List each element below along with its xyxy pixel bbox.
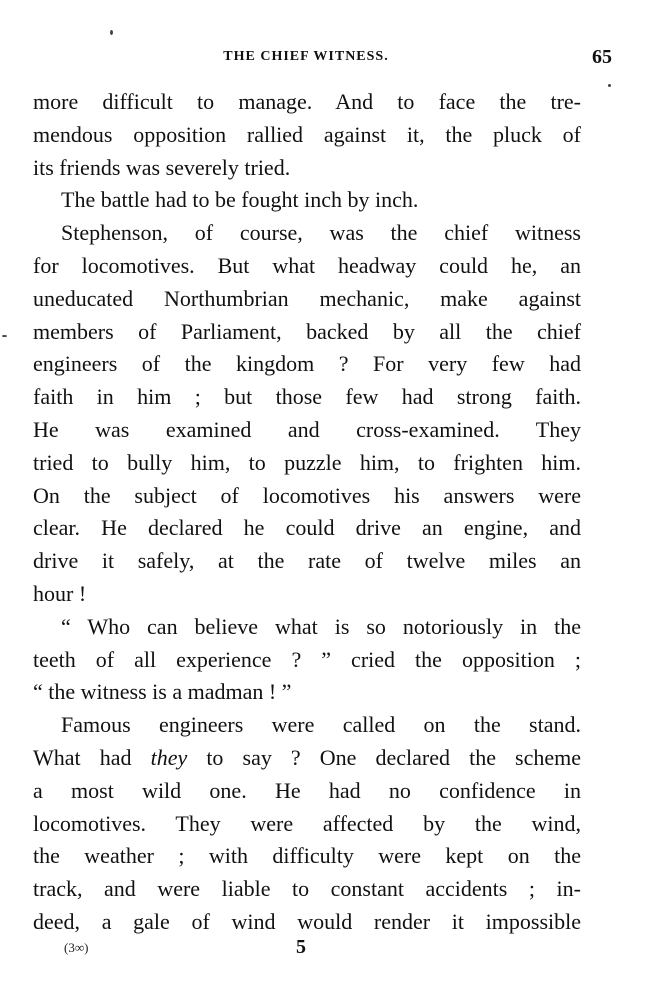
- text-line: faith in him ; but those few had strong faith.: [33, 384, 581, 410]
- text-line: The battle had to be fought inch by inch.: [61, 187, 419, 213]
- print-speck: [608, 84, 611, 87]
- text-line: for locomotives. But what headway could he, an: [33, 252, 581, 278]
- text-line: mendous opposition rallied against it, the pluck of: [33, 121, 581, 147]
- text-line: He was examined and cross-examined. They: [33, 416, 581, 442]
- emphasis-they: they: [150, 744, 188, 770]
- text-line: tried to bully him, to puzzle him, to frighten him.: [33, 449, 581, 475]
- text-line: Stephenson, of course, was the chief witness: [61, 220, 581, 246]
- text-line: members of Parliament, backed by all the chief: [33, 318, 581, 344]
- text-line: its friends was severely tried.: [33, 154, 291, 180]
- text-line: On the subject of locomotives his answers were: [33, 482, 581, 508]
- text-line: uneducated Northumbrian mechanic, make against: [33, 285, 581, 311]
- text-line: deed, a gale of wind would render it impossible: [33, 908, 581, 934]
- text-line: a most wild one. He had no confidence in: [33, 777, 581, 803]
- text-line: What had they to say ? One declared the scheme: [33, 744, 582, 770]
- running-title: THE CHIEF WITNESS.: [223, 49, 389, 64]
- text-line: more difficult to manage. And to face the tre-: [33, 89, 581, 114]
- page-number: 65: [592, 46, 612, 68]
- text-line: “ the witness is a madman ! ”: [33, 679, 292, 705]
- text-line: teeth of all experience ? ” cried the opposition ;: [33, 646, 581, 672]
- print-speck: [2, 335, 7, 337]
- text-line: the weather ; with difficulty were kept on the: [33, 843, 581, 869]
- page-footer: [0, 936, 645, 966]
- body-text: [33, 86, 581, 939]
- text-line: Famous engineers were called on the stand.: [61, 712, 581, 738]
- text-line: locomotives. They were affected by the wind,: [33, 810, 581, 836]
- signature-folio: 5: [296, 936, 306, 958]
- text-line: hour !: [33, 580, 87, 606]
- text-line: “ Who can believe what is so notoriously in the: [61, 613, 581, 639]
- signature-mark: (3∞): [64, 940, 89, 955]
- text-line: drive it safely, at the rate of twelve miles an: [33, 548, 581, 574]
- print-speck: [110, 30, 113, 35]
- text-line: clear. He declared he could drive an engine, and: [33, 515, 581, 541]
- text-line: engineers of the kingdom ? For very few had: [33, 351, 581, 377]
- running-head: [33, 46, 612, 70]
- text-line: track, and were liable to constant accidents ; in-: [33, 876, 581, 902]
